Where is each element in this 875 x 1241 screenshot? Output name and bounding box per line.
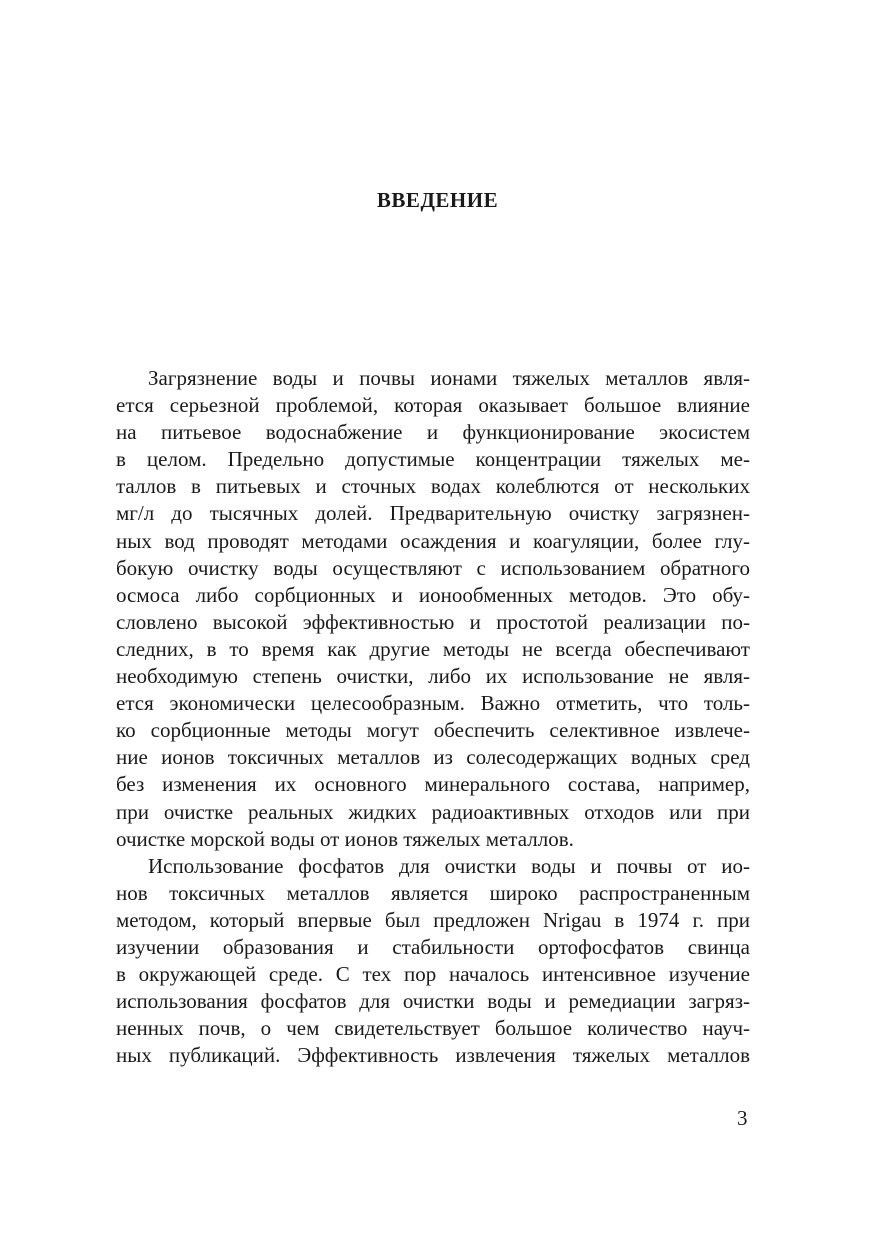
- text-line: ние ионов токсичных металлов из солесодержащих водных сред: [116, 745, 750, 770]
- text-line: ко сорбционные методы могут обеспечить селективное извлече-: [116, 718, 750, 743]
- text-line: нов токсичных металлов является широко распространенным: [116, 880, 750, 905]
- text-line: ных публикаций. Эффективность извлечения тяжелых металлов: [116, 1043, 750, 1068]
- text-line: словлено высокой эффективностью и простотой реализации по-: [116, 609, 750, 634]
- text-line: очистке морской воды от ионов тяжелых металлов.: [116, 826, 574, 851]
- text-line: ненных почв, о чем свидетельствует большое количество науч-: [116, 1016, 750, 1041]
- text-line: бокую очистку воды осуществляют с использованием обратного: [116, 555, 750, 580]
- page-title: ВВЕДЕНИЕ: [376, 188, 499, 212]
- text-line: в целом. Предельно допустимые концентрации тяжелых ме-: [116, 447, 750, 472]
- text-line: ных вод проводят методами осаждения и коагуляции, более глу-: [116, 528, 750, 553]
- text-line: мг/л до тысячных долей. Предварительную очистку загрязнен-: [116, 501, 750, 526]
- text-line: при очистке реальных жидких радиоактивных отходов или при: [116, 799, 750, 824]
- text-line: ется серьезной проблемой, которая оказывает большое влияние: [116, 393, 750, 418]
- text-line: необходимую степень очистки, либо их использование не явля-: [116, 664, 750, 689]
- paragraph: [116, 365, 750, 853]
- text-line: Использование фосфатов для очистки воды и почвы от ио-: [148, 853, 750, 878]
- text-line: методом, который впервые был предложен Nrigau в 1974 г. при: [116, 907, 750, 932]
- text-line: таллов в питьевых и сточных водах колеблются от нескольких: [116, 474, 750, 499]
- body-text: [116, 365, 750, 1069]
- paragraph: [116, 853, 750, 1070]
- text-line: следних, в то время как другие методы не всегда обеспечивают: [116, 636, 750, 661]
- text-line: Загрязнение воды и почвы ионами тяжелых металлов явля-: [148, 366, 750, 390]
- text-line: без изменения их основного минерального состава, например,: [116, 772, 750, 797]
- text-line: изучении образования и стабильности ортофосфатов свинца: [116, 934, 750, 959]
- text-line: осмоса либо сорбционных и ионообменных методов. Это обу-: [116, 582, 750, 607]
- text-line: в окружающей среде. С тех пор началось интенсивное изучение: [116, 962, 750, 987]
- text-line: на питьевое водоснабжение и функционирование экосистем: [116, 420, 750, 445]
- text-line: ется экономически целесообразным. Важно отметить, что толь-: [116, 691, 750, 716]
- text-line: использования фосфатов для очистки воды и ремедиации загряз-: [116, 989, 750, 1014]
- page-number: 3: [737, 1106, 748, 1130]
